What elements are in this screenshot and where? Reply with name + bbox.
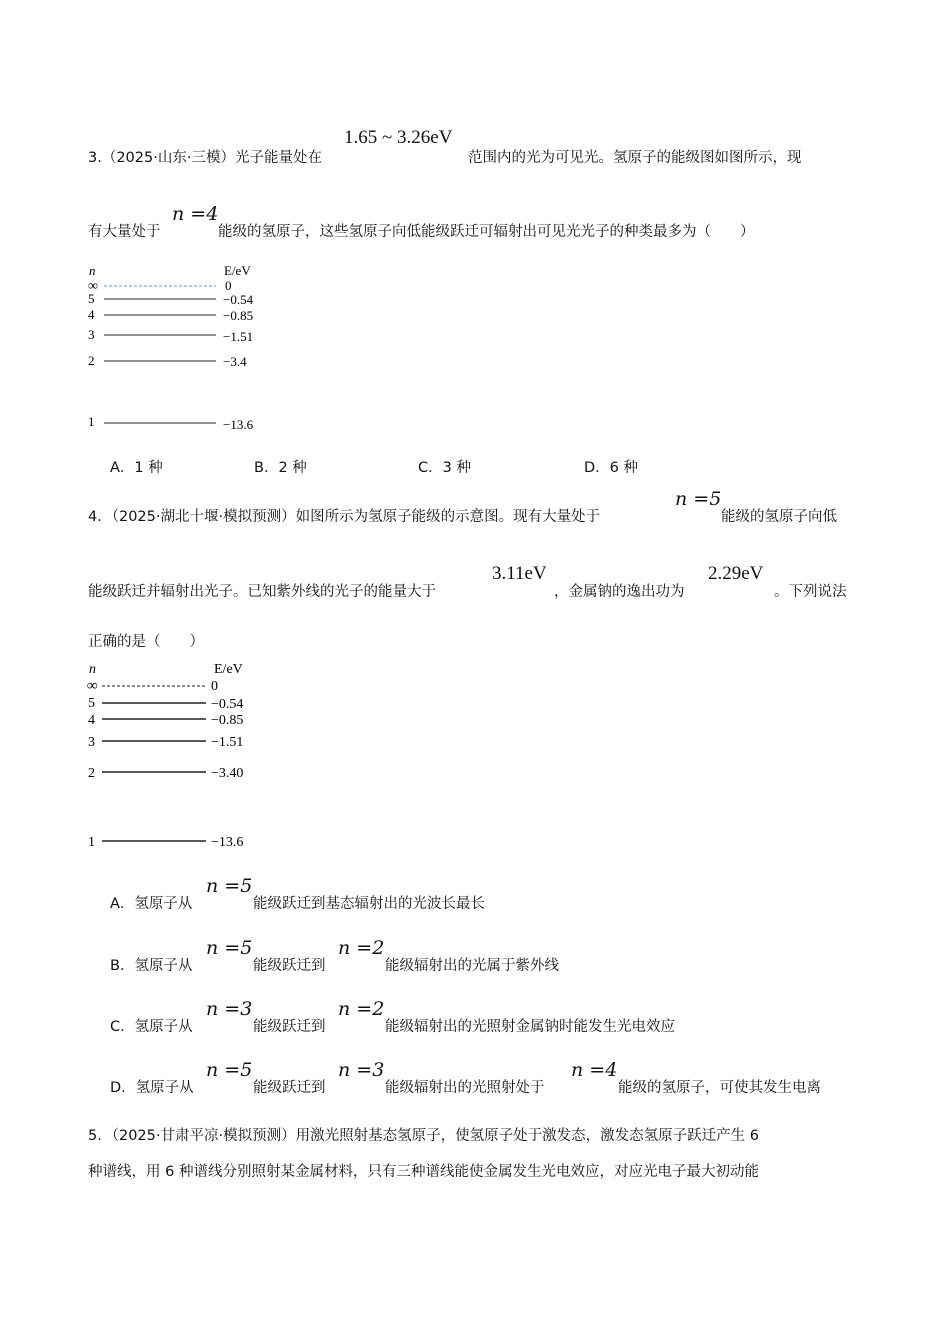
q4-option-a-text-2: 能级跃迁到基态辐射出的光波长最长 — [253, 896, 485, 912]
q3-level-energy-2: −3.4 — [223, 354, 247, 369]
q3-level-label-4: 4 — [88, 307, 95, 322]
q4-level-label-5: 5 — [88, 696, 95, 711]
q4-level-label-2: 2 — [88, 766, 95, 781]
q4-option-b-math-2: n =2 — [338, 937, 385, 959]
q3-level-label-5: 5 — [88, 291, 95, 306]
q5-line2: 种谱线，用 6 种谱线分别照射某金属材料，只有三种谱线能使金属发生光电效应，对应光电子最大初动能 — [88, 1164, 759, 1180]
q3-n-axis-label: n — [89, 263, 96, 278]
q3-level-label-2: 2 — [88, 353, 95, 368]
q3-energy-level-diagram — [80, 258, 280, 438]
q4-energy-level-diagram — [80, 656, 280, 856]
q4-line2-suffix: 。下列说法 — [774, 584, 847, 600]
q4-na-math: 2.29eV — [708, 563, 764, 584]
q3-line2-suffix: 能级的氢原子，这些氢原子向低能级跃迁可辐射出可见光光子的种类最多为（ ） — [218, 224, 755, 240]
q4-option-b-text-2: 能级跃迁到 — [253, 958, 326, 974]
q4-level-energy-2: −3.40 — [211, 766, 244, 781]
q4-option-c-text-2: 能级跃迁到 — [253, 1019, 326, 1035]
q4-level-label-4: 4 — [88, 713, 95, 728]
q4-level-label-3: 3 — [88, 735, 95, 750]
q4-prefix: 4．（2025·湖北十堰·模拟预测）如图所示为氢原子能级的示意图。现有大量处于 — [88, 509, 601, 525]
q3-option-b[interactable]: B．2 种 — [254, 460, 307, 476]
q3-e-axis-label: E/eV — [224, 263, 251, 278]
q4-option-d-text-4: 能级的氢原子，可使其发生电离 — [618, 1080, 821, 1096]
q3-range-math: 1.65 ~ 3.26eV — [344, 127, 453, 148]
q3-level-energy-3: −1.51 — [223, 329, 254, 344]
q4-option-c-text-3: 能级辐射出的光照射金属钠时能发生光电效应 — [385, 1019, 675, 1035]
q4-option-c-math-1: n =3 — [206, 998, 253, 1020]
q3-n-math: n =4 — [172, 203, 219, 225]
q3-option-c[interactable]: C．3 种 — [418, 460, 471, 476]
q4-option-b-text-3: 能级辐射出的光属于紫外线 — [385, 958, 559, 974]
q4-option-d-math-1: n =5 — [206, 1059, 253, 1081]
q3-line2-prefix: 有大量处于 — [88, 224, 161, 240]
q3-option-a[interactable]: A．1 种 — [110, 460, 163, 476]
q4-option-d-math-2: n =3 — [338, 1059, 385, 1081]
q4-level-energy-1: −13.6 — [211, 835, 244, 850]
q3-level-label-inf: ∞ — [88, 279, 98, 294]
q4-option-d-text-1: D．氢原子从 — [110, 1080, 194, 1096]
q4-option-a-math-1: n =5 — [206, 875, 253, 897]
q3-option-d[interactable]: D．6 种 — [584, 460, 638, 476]
q3-level-energy-4: −0.85 — [223, 308, 254, 323]
q5-line1: 5．（2025·甘肃平凉·模拟预测）用激光照射基态氢原子，使氢原子处于激发态，激发态氢原子跃迁产生 6 — [88, 1128, 759, 1144]
q4-n-axis-label: n — [89, 662, 96, 677]
q4-n-math: n =5 — [675, 488, 722, 510]
q4-option-a-text-1: A．氢原子从 — [110, 896, 193, 912]
q4-line2-prefix: 能级跃迁并辐射出光子。已知紫外线的光子的能量大于 — [88, 584, 436, 600]
q4-option-b-text-1: B．氢原子从 — [110, 958, 193, 974]
q4-level-energy-5: −0.54 — [211, 697, 244, 712]
q4-level-energy-inf: 0 — [211, 679, 218, 694]
q4-e-axis-label: E/eV — [214, 662, 243, 677]
q3-level-energy-5: −0.54 — [223, 292, 254, 307]
q4-option-c-text-1: C．氢原子从 — [110, 1019, 193, 1035]
q4-line2-mid: ，金属钠的逸出功为 — [554, 584, 685, 600]
q3-level-label-1: 1 — [88, 414, 95, 429]
q4-option-d-math-3: n =4 — [571, 1059, 618, 1081]
q4-level-label-1: 1 — [88, 835, 95, 850]
q3-prefix: 3.（2025·山东·三模）光子能量处在 — [88, 150, 322, 166]
q4-option-d-text-2: 能级跃迁到 — [253, 1080, 326, 1096]
q4-uv-math: 3.11eV — [492, 563, 547, 584]
q4-option-d-text-3: 能级辐射出的光照射处于 — [385, 1080, 545, 1096]
q3-level-label-3: 3 — [88, 327, 95, 342]
q4-option-c-math-2: n =2 — [338, 998, 385, 1020]
q3-level-energy-inf: 0 — [225, 278, 232, 293]
q4-level-energy-3: −1.51 — [211, 735, 244, 750]
q3-line1-suffix: 范围内的光为可见光。氢原子的能级图如图所示，现 — [468, 150, 802, 166]
q4-level-label-inf: ∞ — [87, 678, 98, 694]
q3-level-energy-1: −13.6 — [223, 417, 254, 432]
q4-line3: 正确的是（ ） — [88, 634, 204, 650]
q4-option-b-math-1: n =5 — [206, 937, 253, 959]
q4-line1-suffix: 能级的氢原子向低 — [721, 509, 837, 525]
q4-level-energy-4: −0.85 — [211, 713, 244, 728]
